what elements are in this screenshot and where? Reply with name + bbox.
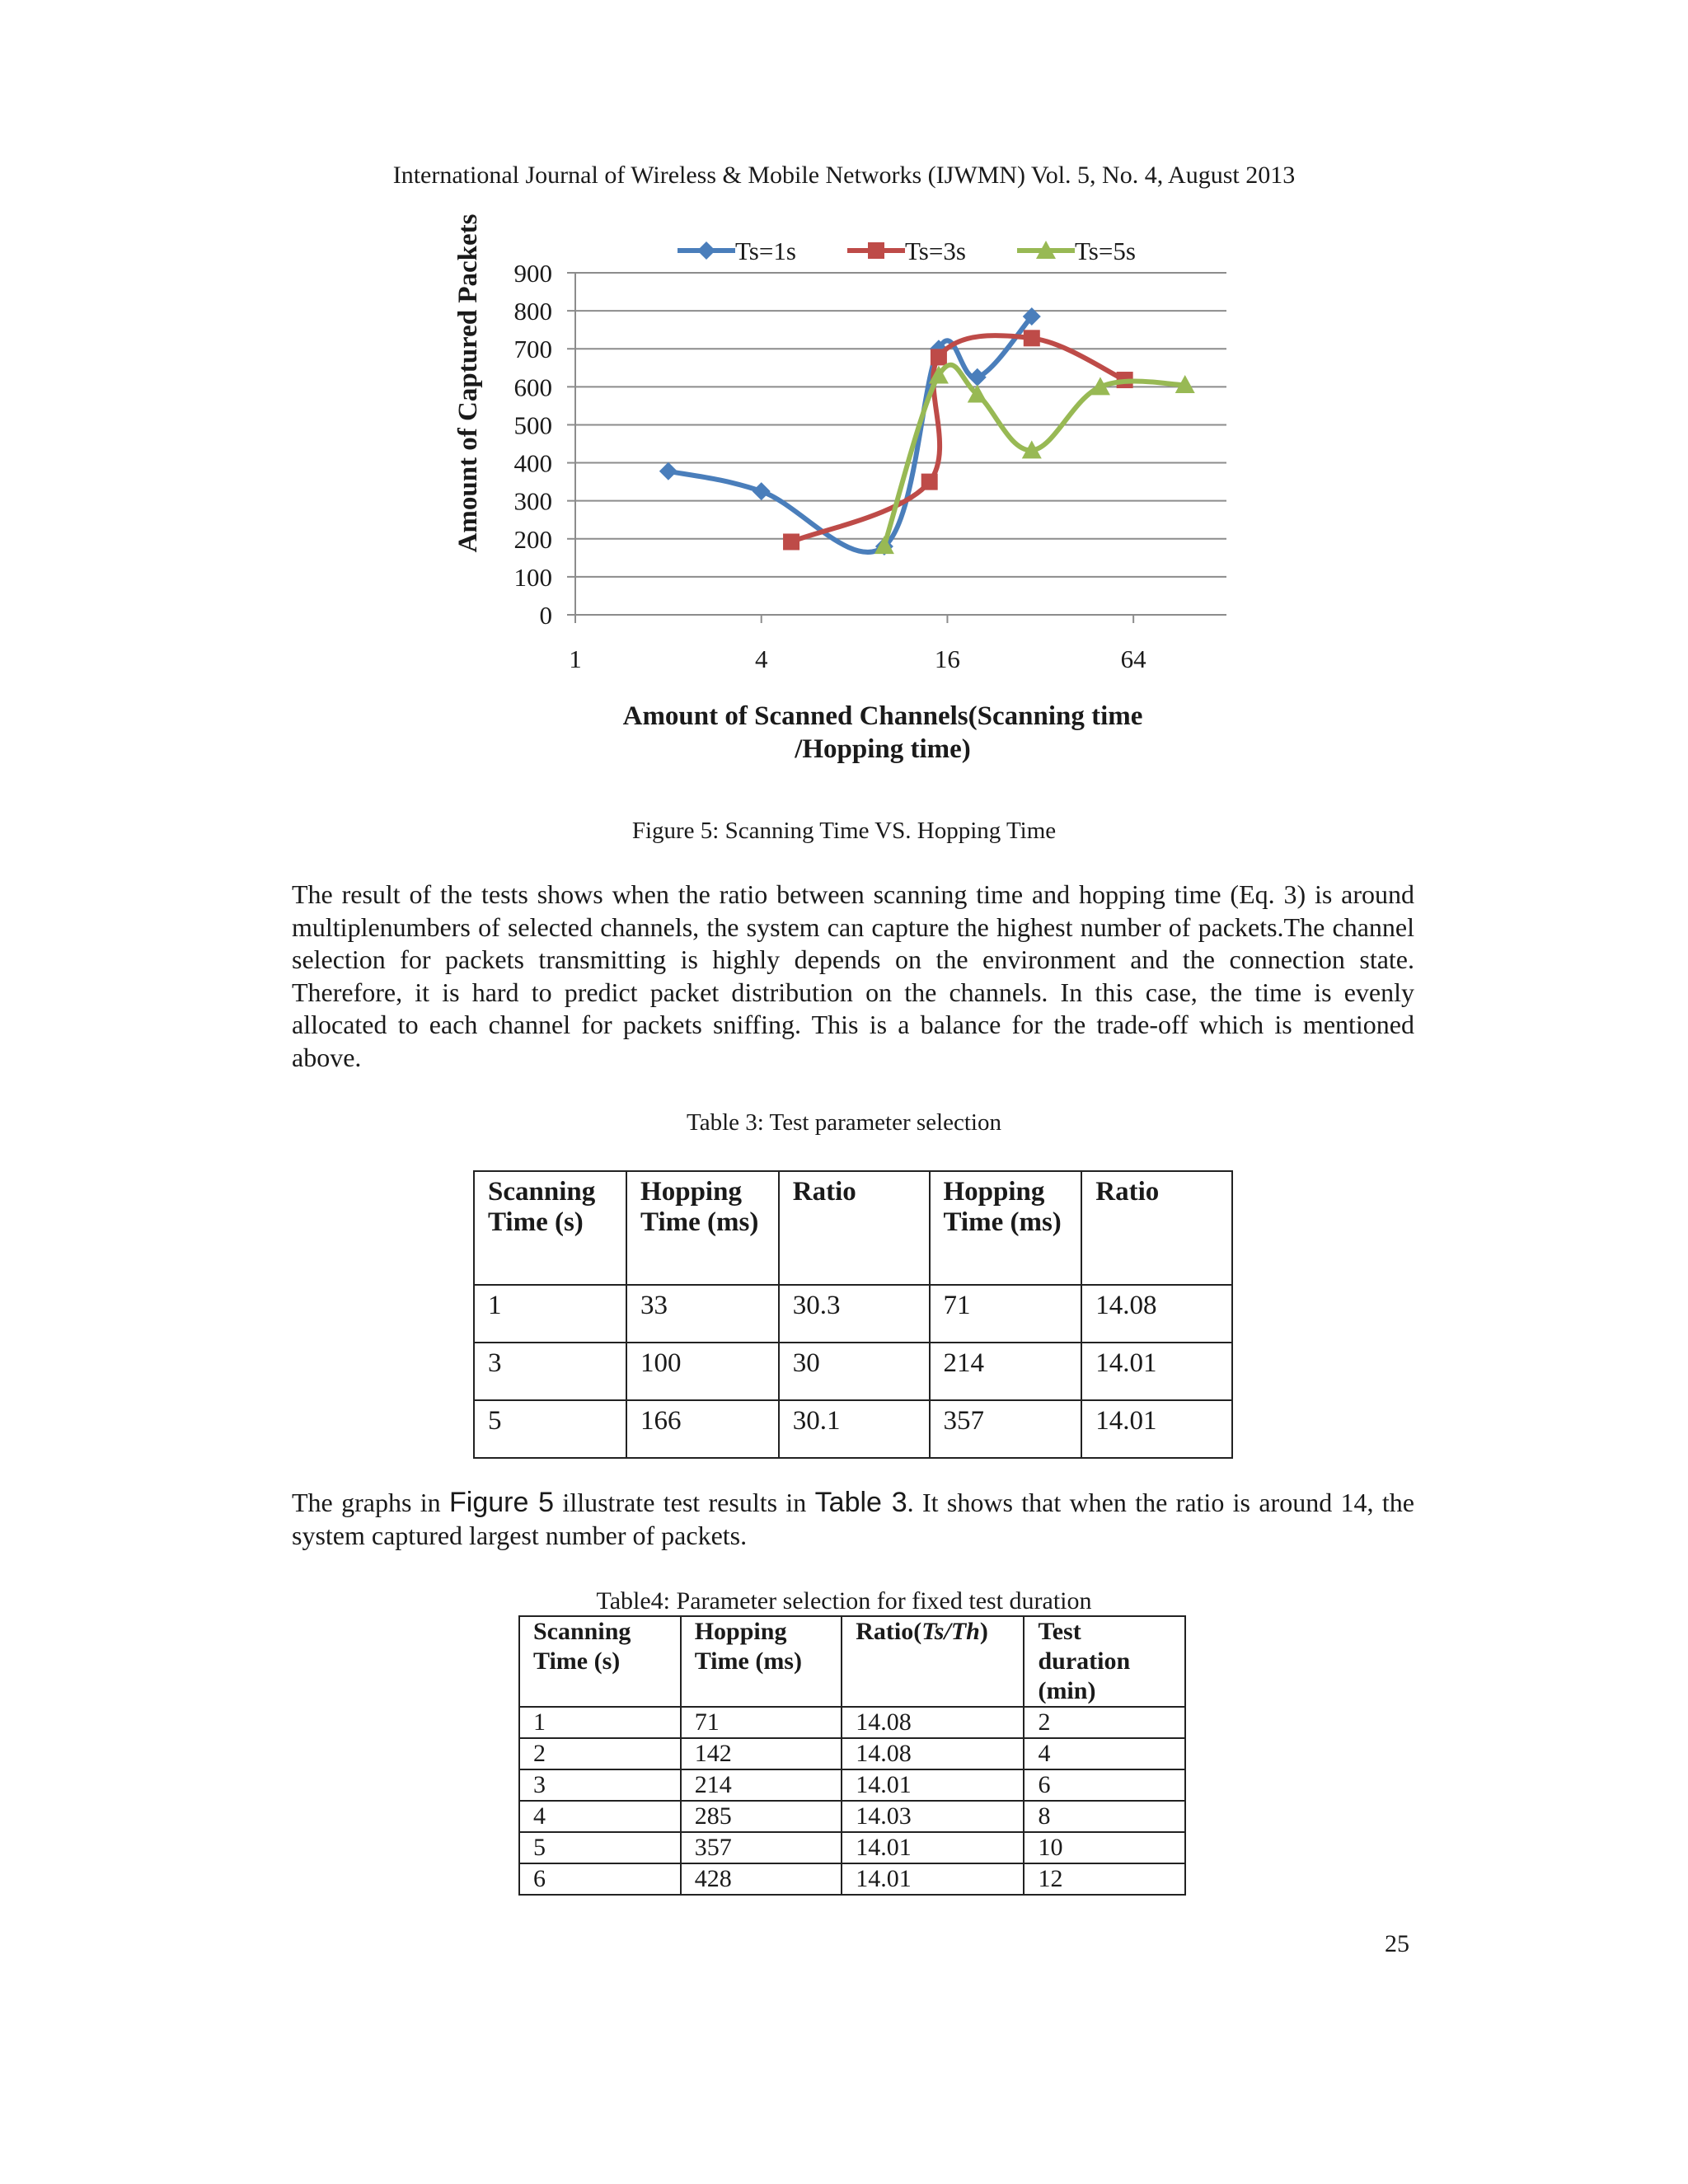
chart-legend (678, 237, 1136, 265)
table-row (474, 1285, 1232, 1343)
table-header-row (474, 1171, 1232, 1285)
table-cell: 14.01 (1081, 1400, 1232, 1458)
table-row (519, 1738, 1185, 1769)
table-cell: 357 (681, 1832, 842, 1863)
header-cell: Ratio (1081, 1171, 1232, 1285)
legend-label: Ts=3s (905, 237, 966, 265)
y-tick-label: 400 (513, 448, 552, 478)
table-row (519, 1769, 1185, 1801)
table4-caption: Table4: Parameter selection for fixed test duration (596, 1587, 1092, 1615)
table-header-row (519, 1616, 1185, 1707)
header-cell: Hopping Time (ms) (681, 1616, 842, 1707)
table-cell: 14.03 (842, 1801, 1024, 1832)
header-text: ) (979, 1618, 988, 1645)
data-point-square (868, 242, 884, 259)
table-cell: 14.01 (842, 1769, 1024, 1801)
table-cell: 14.01 (842, 1832, 1024, 1863)
table3 (473, 1170, 1233, 1459)
series-ts-5s (874, 365, 1195, 554)
data-point-square (931, 349, 947, 365)
table-cell: 14.08 (842, 1738, 1024, 1769)
data-point-square (783, 533, 799, 550)
table-cell: 3 (519, 1769, 681, 1801)
table-cell: 10 (1024, 1832, 1185, 1863)
y-axis-label: Amount of Captured Packets (453, 213, 483, 553)
table-cell: 1 (474, 1285, 626, 1343)
table-row (474, 1400, 1232, 1458)
x-tick-label: 1 (569, 644, 582, 673)
table-cell: 71 (681, 1707, 842, 1738)
y-tick-label: 200 (513, 524, 552, 554)
table-row (474, 1343, 1232, 1400)
y-tick-label: 500 (513, 410, 552, 440)
header-cell: Scanning Time (s) (519, 1616, 681, 1707)
series-ts-3s (783, 330, 1133, 550)
table-cell: 6 (1024, 1769, 1185, 1801)
table-row (519, 1707, 1185, 1738)
x-tick-labels (569, 644, 1146, 673)
table-cell: 14.01 (842, 1863, 1024, 1895)
data-point-square (1024, 330, 1040, 346)
y-tick-label: 700 (513, 335, 552, 364)
table-cell: 166 (626, 1400, 779, 1458)
journal-header: International Journal of Wireless & Mobile Networks (IJWMN) Vol. 5, No. 4, August 2013 (392, 162, 1296, 189)
y-tick-label: 600 (513, 373, 552, 402)
y-tick-labels (514, 259, 553, 630)
legend-item (678, 237, 796, 265)
table-cell: 5 (519, 1832, 681, 1863)
table-cell: 12 (1024, 1863, 1185, 1895)
x-tick-label: 16 (934, 644, 960, 673)
table-cell: 71 (930, 1285, 1082, 1343)
series-line (668, 316, 1032, 552)
body-paragraph-1 (292, 879, 1414, 1074)
legend-item (847, 237, 966, 265)
table-cell: 8 (1024, 1801, 1185, 1832)
y-tick-label: 0 (539, 601, 552, 630)
series-ts-1s (659, 307, 1041, 555)
table-row (519, 1832, 1185, 1863)
table-cell: 285 (681, 1801, 842, 1832)
table-cell: 1 (519, 1707, 681, 1738)
table-cell: 14.01 (1081, 1343, 1232, 1400)
paragraph-text: The result of the tests shows when the ratio between scanning time and hopping time (Eq. 3) is around multiplenumbers of selected channels, the system can capture the highest number of packets.The channel selection for packets transmitting is highly depends on the environment and the connection state. Therefore, it is hard to predict packet distribution on the channels. In this case, the time is evenly allocated to each channel for packets sniffing. This is a balance for the trade-off which is mentioned above. (292, 879, 1414, 1072)
chart-gridlines (575, 273, 1226, 577)
table-cell: 30 (779, 1343, 930, 1400)
chart-series (659, 307, 1195, 555)
header-cell (842, 1616, 1024, 1707)
x-axis-label-line2: /Hopping time) (795, 734, 971, 764)
table-cell: 142 (681, 1738, 842, 1769)
data-point-diamond (753, 482, 771, 500)
data-point-diamond (697, 241, 715, 260)
paragraph-text (292, 1487, 1414, 1552)
table-cell: 2 (1024, 1707, 1185, 1738)
table-cell: 33 (626, 1285, 779, 1343)
table-cell: 214 (930, 1343, 1082, 1400)
table-cell: 428 (681, 1863, 842, 1895)
data-point-diamond (659, 462, 678, 480)
header-cell: Hopping Time (ms) (626, 1171, 779, 1285)
chart-axes (567, 273, 1226, 623)
table-cell: 357 (930, 1400, 1082, 1458)
table-cell: 30.3 (779, 1285, 930, 1343)
table4 (518, 1615, 1186, 1896)
header-text: Ratio( (856, 1618, 922, 1645)
paragraph-text-part: illustrate test results in (554, 1488, 815, 1517)
table3-caption: Table 3: Test parameter selection (687, 1109, 1001, 1136)
figure-caption: Figure 5: Scanning Time VS. Hopping Time (631, 818, 1057, 844)
legend-label: Ts=5s (1075, 237, 1136, 265)
legend-item (1017, 237, 1136, 265)
header-text-italic: Ts/Th (921, 1618, 980, 1645)
paragraph-text-part: . It shows that when the ratio is around 14, the system captured largest number of packets. (292, 1488, 1415, 1550)
header-cell: Ratio (779, 1171, 930, 1285)
table-cell: 5 (474, 1400, 626, 1458)
table-row (519, 1863, 1185, 1895)
paragraph-text-part: The graphs in (292, 1488, 449, 1517)
x-tick-label: 64 (1120, 644, 1146, 673)
legend-label: Ts=1s (735, 237, 796, 265)
table-row (519, 1801, 1185, 1832)
data-point-square (921, 474, 938, 490)
x-tick-label: 4 (754, 644, 768, 673)
table-cell: 6 (519, 1863, 681, 1895)
y-tick-label: 100 (513, 562, 552, 592)
x-axis-label-line1: Amount of Scanned Channels(Scanning time (622, 701, 1143, 731)
table-cell: 14.08 (842, 1707, 1024, 1738)
figure-reference: Figure 5 (449, 1487, 555, 1518)
table-reference: Table 3 (814, 1487, 907, 1518)
table-cell: 3 (474, 1343, 626, 1400)
table-cell: 2 (519, 1738, 681, 1769)
scanning-vs-hopping-chart (0, 0, 1688, 824)
table-cell: 100 (626, 1343, 779, 1400)
y-tick-label: 300 (513, 486, 552, 516)
table-cell: 4 (519, 1801, 681, 1832)
table-cell: 30.1 (779, 1400, 930, 1458)
header-cell: Hopping Time (ms) (930, 1171, 1082, 1285)
y-tick-label: 800 (513, 297, 552, 326)
y-tick-label: 900 (513, 259, 552, 288)
table-cell: 214 (681, 1769, 842, 1801)
page-number: 25 (1385, 1930, 1409, 1957)
header-cell: Test duration (min) (1024, 1616, 1185, 1707)
body-paragraph-2 (292, 1487, 1414, 1552)
header-cell: Scanning Time (s) (474, 1171, 626, 1285)
table-cell: 4 (1024, 1738, 1185, 1769)
table-cell: 14.08 (1081, 1285, 1232, 1343)
